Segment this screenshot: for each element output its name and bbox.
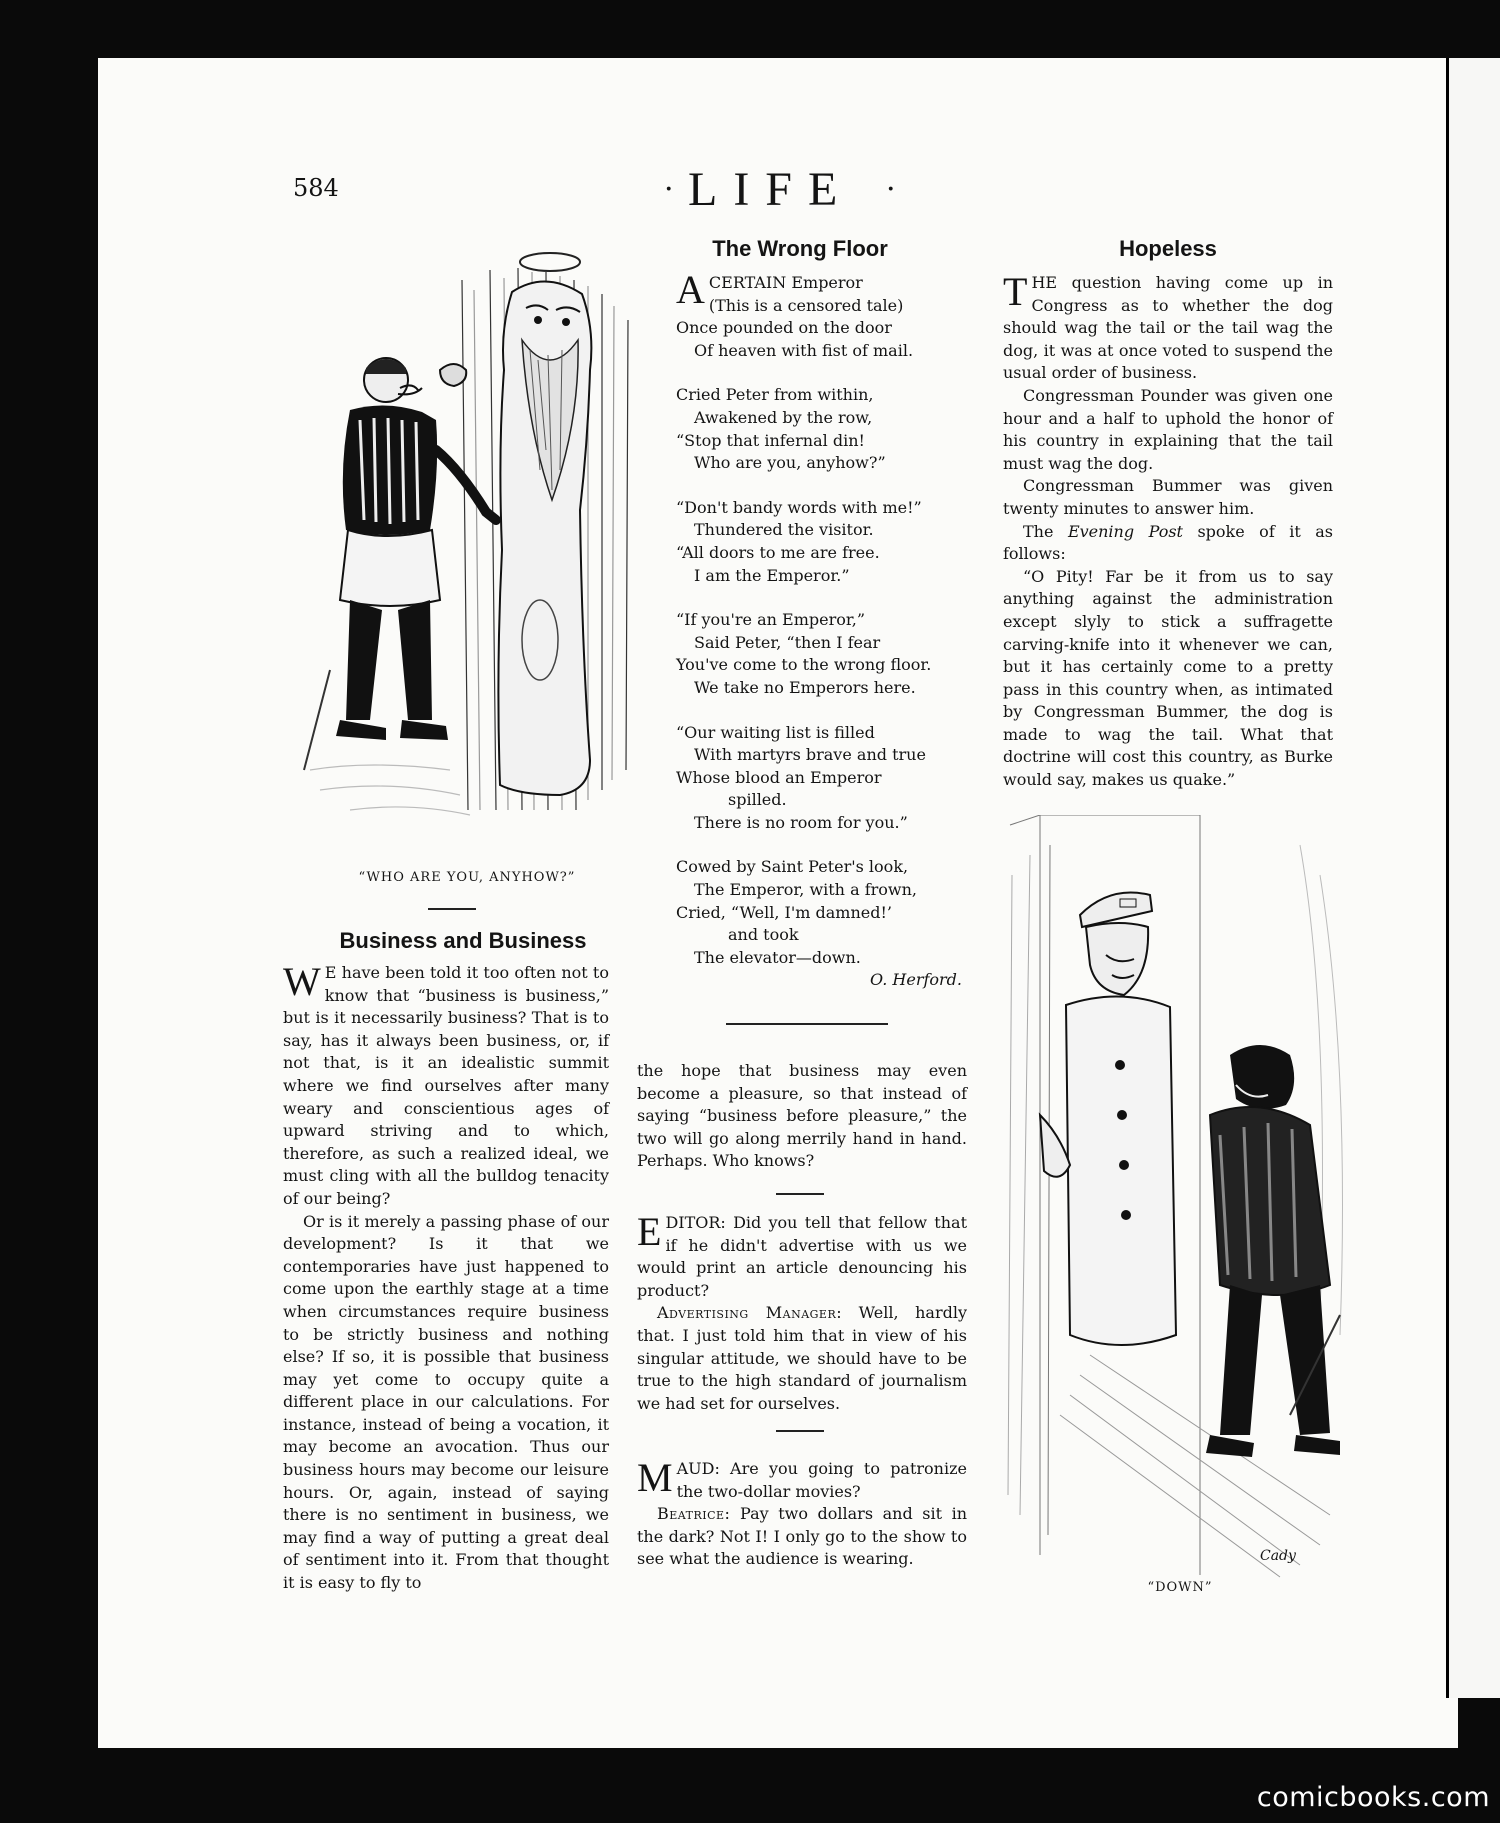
poem-stanza: [676, 856, 966, 969]
wrong-floor-title: The Wrong Floor: [712, 236, 888, 261]
divider: [776, 1430, 824, 1432]
poem-author: O. Herford.: [870, 970, 962, 990]
wrong-floor-poem: [676, 267, 966, 992]
editor-answer: Well, hardly that. I just told him that in view of his singular attitude, we should have to be true to the high standard of journalism we had set for ourselves.: [637, 1303, 967, 1413]
evening-post-name: Evening Post: [1067, 521, 1183, 541]
poem-line: Whose blood an Emperor: [676, 767, 882, 787]
elevator-down-illustration: [1000, 815, 1360, 1585]
divider: [428, 908, 476, 910]
poem-line: Cried Peter from within,: [676, 385, 874, 405]
section-divider: [726, 1023, 888, 1025]
hopeless-column: [1003, 269, 1333, 792]
hopeless-title: Hopeless: [1119, 236, 1217, 261]
editor-joke: [637, 1209, 967, 1415]
poem-dropcap: A: [676, 267, 705, 312]
poem-line: CERTAIN Emperor: [708, 273, 863, 292]
business-title: Business and Business: [339, 928, 587, 953]
maud-dropcap: M: [637, 1455, 673, 1500]
editor-dropcap: E: [637, 1209, 662, 1254]
poem-line: The Emperor, with a frown,: [694, 880, 917, 900]
page-number: 584: [293, 174, 339, 202]
poem-line: Awakened by the row,: [694, 407, 873, 427]
poem-line: Cried, “Well, I'm damned!’: [676, 902, 892, 922]
business-paragraph-1: E have been told it too often not to know that “business is business,” but is it necessarily business? That is to say, has it always been business, or, if not that, is it an idealistic summit where we find ourselves after many weary and conscientious ages of upward striving and to which, therefore, as such a realized ideal, we must cling with all the bulldog tenacity of our being?: [283, 963, 609, 1208]
emperor-at-heaven-door-illustration: [290, 250, 650, 840]
poem-line: “Don't bandy words with me!”: [676, 497, 922, 517]
business-continued-text: the hope that business may even become a pleasure, so that instead of saying “business before pleasure,” the two will go along merrily hand in hand. Perhaps. Who knows?: [637, 1061, 967, 1171]
artist-signature: Cady: [1260, 1548, 1296, 1564]
poem-line: “Our waiting list is filled: [676, 722, 875, 742]
poem-stanza: [676, 722, 966, 835]
poem-line: We take no Emperors here.: [694, 677, 916, 697]
poem-line: Once pounded on the door: [676, 318, 892, 338]
poem-line: There is no room for you.”: [694, 812, 908, 832]
right-illustration-caption: “DOWN”: [1147, 1580, 1213, 1595]
hopeless-dropcap: T: [1003, 269, 1028, 314]
poem-stanza: [676, 497, 966, 587]
divider: [776, 1193, 824, 1195]
business-paragraph-2: Or is it merely a passing phase of our development? Is it that we contemporaries have just happened to come upon the earthly stage at a time when circumstances require business to be strictly business and nothing else? If so, it is possible that business may yet come to occupy quite a different place in our calculations. For instance, instead of being a vocation, it may become an avocation. Thus our business hours may become our leisure hours. Or, again, instead of saying there is no sentiment in business, we may find a way of putting a great deal of sentiment into it. From that thought it is easy to fly to: [283, 1211, 609, 1593]
maud-joke: [637, 1455, 967, 1571]
poem-line: Said Peter, “then I fear: [694, 632, 881, 652]
poem-line: (This is a censored tale): [708, 295, 904, 315]
hopeless-paragraph: Congressman Pounder was given one hour and a half to uphold the honor of his country in explaining that the tail must wag the dog.: [1003, 385, 1333, 473]
maud-answer: Pay two dollars and sit in the dark? Not I! I only go to the show to see what the audience is wearing.: [637, 1504, 967, 1569]
editor-speaker: Advertising Manager:: [657, 1303, 843, 1323]
poem-line: “Stop that infernal din!: [676, 430, 865, 450]
maud-question: AUD: Are you going to patronize the two-dollar movies?: [676, 1459, 967, 1501]
poem-stanza: [676, 384, 966, 474]
business-continued: [637, 1060, 967, 1173]
masthead-dot-left: ·: [664, 172, 674, 207]
poem-line: You've come to the wrong floor.: [676, 655, 932, 675]
editor-question: DITOR: Did you tell that fellow that if he didn't advertise with us we would print an article denouncing his product?: [637, 1213, 967, 1300]
poem-line: “If you're an Emperor,”: [676, 610, 866, 630]
adjacent-page-edge: [1446, 58, 1500, 1698]
poem-line: The elevator—down.: [694, 947, 861, 967]
hopeless-post-lead: The: [1023, 521, 1054, 541]
poem-line: With martyrs brave and true: [694, 745, 926, 765]
hopeless-post-tail: spoke of it as follows:: [1003, 521, 1333, 564]
poem-line: spilled.: [728, 790, 787, 810]
left-illustration-caption: “WHO ARE YOU, ANYHOW?”: [358, 870, 576, 885]
hopeless-paragraph: Congressman Bummer was given twenty minutes to answer him.: [1003, 476, 1333, 518]
poem-line: “All doors to me are free.: [676, 542, 880, 562]
poem-line: and took: [728, 925, 799, 945]
masthead-dot-right: ·: [886, 172, 896, 207]
poem-line: Thundered the visitor.: [694, 520, 874, 540]
poem-line: Who are you, anyhow?”: [694, 453, 886, 473]
hopeless-paragraph: HE question having come up in Congress as to whether the dog should wag the tail or the tail wag the dog, it was at once voted to suspend the usual order of business.: [1003, 273, 1333, 383]
business-column: [283, 959, 609, 1595]
masthead: LIFE: [688, 163, 854, 216]
poem-stanza: [676, 267, 966, 362]
poem-stanza: [676, 609, 966, 699]
site-watermark: comicbooks.com: [1256, 1782, 1490, 1813]
poem-line: Of heaven with fist of mail.: [694, 340, 914, 360]
poem-line: Cowed by Saint Peter's look,: [676, 857, 909, 877]
hopeless-quote: “O Pity! Far be it from us to say anything against the administration except slyly to stick a suffragette carving-knife into it whenever we can, but it has certainly come to a pretty pass in this country when, as intimated by Congressman Bummer, the dog is made to wag the tail. What that doctrine will cost this country, as Burke would say, makes us quake.”: [1003, 566, 1333, 790]
maud-speaker: Beatrice:: [657, 1504, 731, 1524]
poem-line: I am the Emperor.”: [694, 565, 850, 585]
business-dropcap: W: [283, 959, 321, 1004]
